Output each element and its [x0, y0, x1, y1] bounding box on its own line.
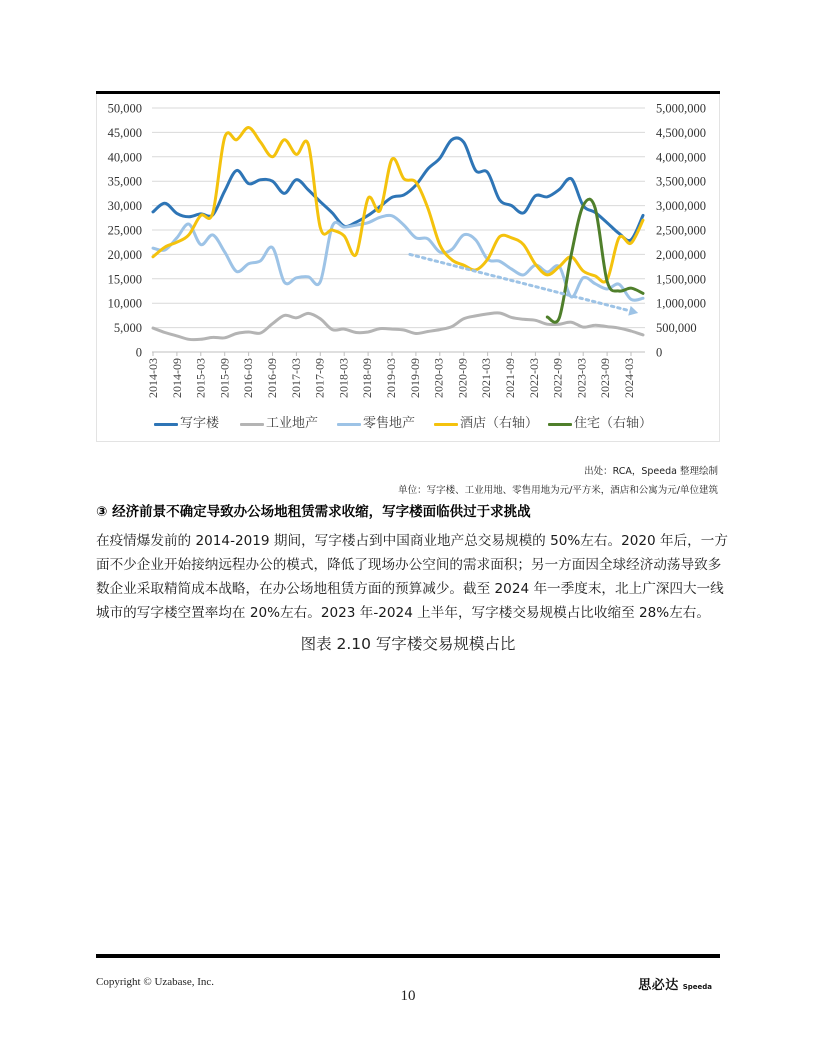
- page-number: 10: [400, 988, 416, 1004]
- legend-item: [154, 416, 219, 432]
- figure-caption: 图表 2.10 写字楼交易规模占比: [300, 635, 516, 653]
- legend-line-icon: [434, 423, 458, 426]
- legend-line-icon: [154, 423, 178, 426]
- left-axis-label: 20,000: [107, 247, 142, 262]
- series-line: [153, 138, 643, 241]
- paragraph-line: 在疫情爆发前的 2014-2019 期间，写字楼占到中国商业地产总交易规模的 50%左右。2020 年后，一方: [96, 533, 728, 549]
- line-chart: [96, 94, 720, 444]
- left-axis-label: 35,000: [107, 174, 142, 189]
- left-axis-label: 15,000: [107, 272, 142, 287]
- x-axis-label: 2016-03: [241, 358, 256, 398]
- x-axis-label: 2018-03: [336, 358, 351, 398]
- logo-chinese: 思必达: [638, 978, 679, 993]
- right-axis-label: 0: [656, 345, 663, 360]
- body-paragraph: [96, 529, 728, 625]
- speeda-logo: [638, 974, 712, 993]
- right-axis-label: 3,000,000: [656, 199, 706, 214]
- right-axis-label: 1,500,000: [656, 272, 706, 287]
- legend-line-icon: [548, 423, 572, 426]
- x-axis-label: 2019-09: [407, 358, 422, 398]
- legend-line-icon: [337, 423, 361, 426]
- trend-arrowhead-icon: [628, 306, 638, 316]
- x-axis-label: 2014-03: [146, 358, 160, 398]
- x-axis-label: 2019-03: [384, 358, 398, 398]
- right-axis-label: 4,000,000: [656, 150, 706, 165]
- x-axis-label: 2022-09: [550, 358, 565, 398]
- x-axis-label: 2017-09: [312, 358, 327, 398]
- left-axis-label: 0: [135, 345, 142, 360]
- left-axis-label: 45,000: [107, 125, 142, 140]
- left-axis-label: 50,000: [107, 101, 142, 116]
- legend-label: 零售地产: [363, 416, 416, 431]
- source-note: 出处：RCA，Speeda 整理绘制: [584, 466, 718, 477]
- x-axis-label: 2024-03: [622, 358, 636, 398]
- x-axis-label: 2021-09: [503, 358, 517, 398]
- left-axis-label: 40,000: [107, 150, 142, 165]
- legend-label: 住宅（右轴）: [574, 416, 653, 431]
- legend-label: 写字楼: [180, 416, 220, 431]
- section-heading: ③ 经济前景不确定导致办公场地租赁需求收缩，写字楼面临供过于求挑战: [96, 504, 531, 520]
- x-axis-label: 2017-03: [288, 358, 303, 398]
- legend-item: [434, 416, 538, 432]
- right-axis-label: 500,000: [656, 321, 697, 336]
- series-line: [547, 199, 643, 322]
- legend-item: [337, 416, 415, 432]
- legend-item: [548, 416, 652, 432]
- x-axis-label: 2014-09: [169, 358, 184, 398]
- right-axis-label: 4,500,000: [656, 125, 706, 140]
- x-axis-label: 2020-03: [431, 358, 446, 398]
- left-axis-label: 10,000: [107, 296, 142, 311]
- legend-label: 酒店（右轴）: [460, 416, 539, 431]
- x-axis-label: 2015-09: [217, 358, 232, 398]
- x-axis-label: 2021-03: [479, 358, 494, 398]
- copyright-text: Copyright © Uzabase, Inc.: [96, 976, 215, 988]
- footer-rule: [96, 954, 720, 958]
- x-axis-label: 2023-09: [598, 358, 613, 398]
- logo-english: Speeda: [682, 983, 712, 991]
- left-axis-label: 30,000: [107, 199, 142, 214]
- legend-item: [240, 416, 318, 432]
- paragraph-line: 数企业采取精简成本战略，在办公场地租赁方面的预算减少。截至 2024 年一季度末，北上广深四大一线: [96, 581, 724, 597]
- trend-arrow-line: [410, 254, 630, 310]
- x-axis-label: 2016-09: [265, 358, 279, 398]
- x-axis-label: 2018-09: [360, 358, 375, 398]
- left-axis-label: 5,000: [113, 321, 142, 336]
- paragraph-line: 面不少企业开始接纳远程办公的模式，降低了现场办公空间的需求面积；另一方面因全球经济动荡导致多: [96, 557, 722, 573]
- x-axis-label: 2020-09: [455, 358, 470, 398]
- x-axis-label: 2015-03: [193, 358, 208, 398]
- right-axis-label: 3,500,000: [656, 174, 706, 189]
- left-axis-label: 25,000: [107, 223, 142, 238]
- x-axis-label: 2023-03: [574, 358, 589, 398]
- right-axis-label: 5,000,000: [656, 101, 706, 116]
- legend-line-icon: [240, 423, 264, 426]
- right-axis-label: 2,000,000: [656, 247, 706, 262]
- legend-label: 工业地产: [266, 416, 319, 431]
- right-axis-label: 1,000,000: [656, 296, 706, 311]
- right-axis-label: 2,500,000: [656, 223, 706, 238]
- series-line: [153, 313, 643, 340]
- units-note: 单位：写字楼、工业用地、零售用地为元/平方米，酒店和公寓为元/单位建筑: [398, 485, 718, 496]
- x-axis-label: 2022-03: [526, 358, 541, 398]
- paragraph-line: 城市的写字楼空置率均在 20%左右。2023 年-2024 上半年，写字楼交易规模占比收缩至 28%左右。: [96, 605, 710, 621]
